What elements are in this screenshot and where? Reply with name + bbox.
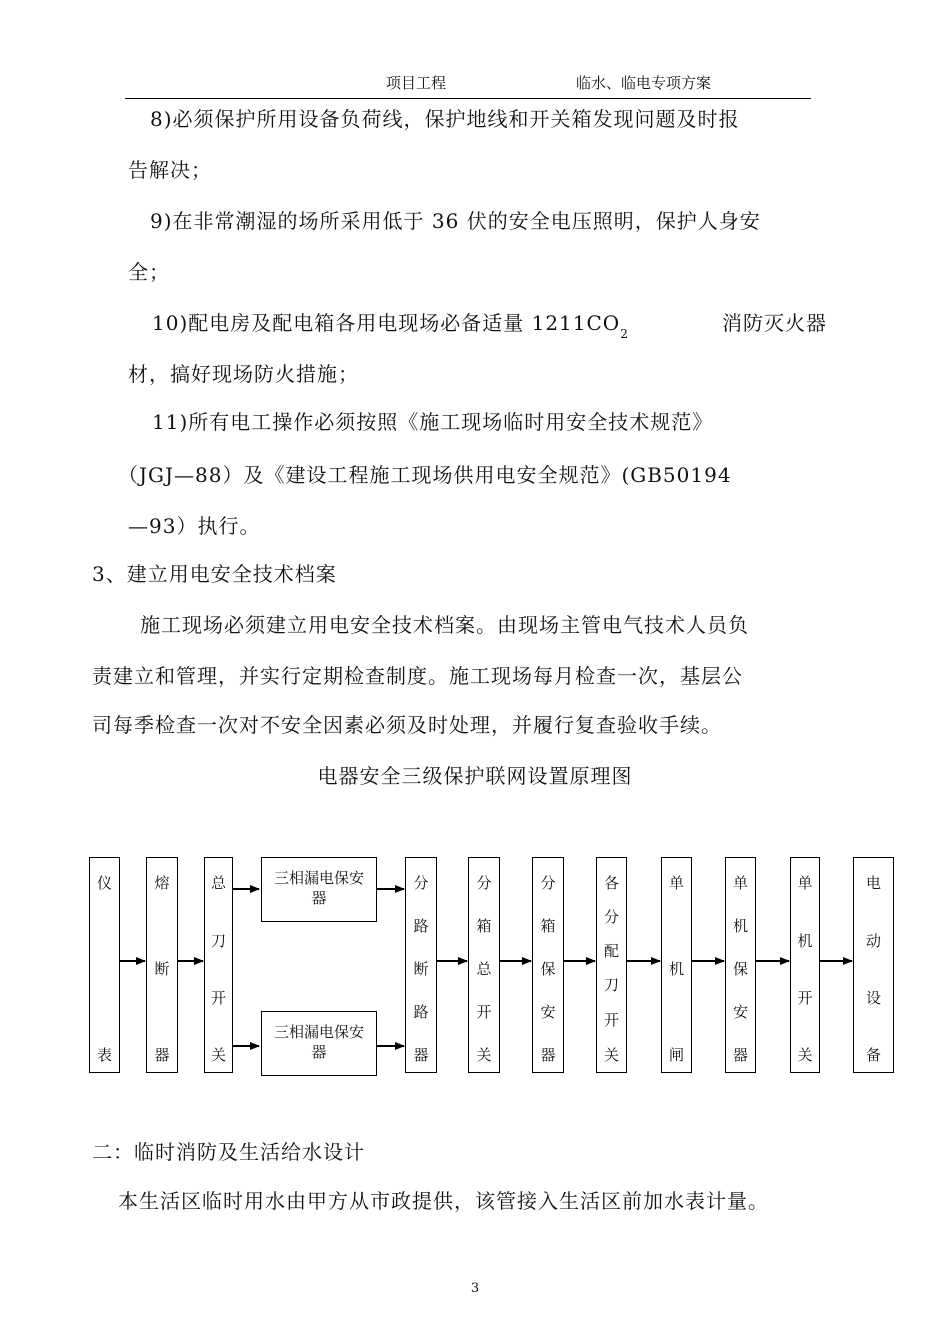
- item-10-line1-b: 消防灭火器: [722, 311, 827, 335]
- box-leakage-protector-bottom: 三相漏电保安 器: [261, 1011, 377, 1076]
- item-8-line2: 告解决；: [128, 158, 212, 182]
- section-3-heading: 3、建立用电安全技术档案: [92, 562, 337, 586]
- item-10-line2: 材，搞好现场防火措施；: [128, 362, 359, 386]
- item-8-line1: 8)必须保护所用设备负荷线，保护地线和开关箱发现问题及时报: [150, 107, 740, 131]
- item-11-line3: —93）执行。: [128, 514, 261, 538]
- section-3-para-line2: 责建立和管理，并实行定期检查制度。施工现场每月检查一次，基层公: [92, 664, 743, 688]
- box-distribution-knife-switch: 各 分 配 刀 开 关: [596, 857, 627, 1073]
- box-meter: 仪 表: [89, 857, 120, 1073]
- item-10-line1-a: 10)配电房及配电箱各用电现场必备适量 $1211CO_2$: [152, 311, 629, 341]
- box-main-knife-switch: 总 刀 开 关: [204, 857, 233, 1073]
- box-branch-breaker: 分 路 断 路 器: [405, 857, 437, 1073]
- box-leakage-protector-top: 三相漏电保安 器: [261, 857, 377, 922]
- item-9-line1: 9)在非常潮湿的场所采用低于 36 伏的安全电压照明，保护人身安: [150, 209, 761, 233]
- page-number: 3: [470, 1281, 480, 1296]
- header-plan-title: 临水、临电专项方案: [576, 74, 712, 92]
- section-3-para-line1: 施工现场必须建立用电安全技术档案。由现场主管电气技术人员负: [140, 613, 749, 637]
- item-11-line2: （JGJ—88）及《建设工程施工现场供用电安全规范》(GB50194: [118, 463, 732, 487]
- box-single-protector: 单 机 保 安 器: [725, 857, 756, 1073]
- box-sub-box-main-switch: 分 箱 总 开 关: [468, 857, 500, 1073]
- diagram-title: 电器安全三级保护联网设置原理图: [317, 764, 633, 788]
- section-3-para-line3: 司每季检查一次对不安全因素必须及时处理，并履行复查验收手续。: [92, 713, 722, 737]
- box-fuse: 熔 断 器: [146, 857, 178, 1073]
- item-11-line1: 11)所有电工操作必须按照《施工现场临时用安全技术规范》: [152, 410, 714, 434]
- item-9-line2: 全；: [128, 260, 170, 284]
- co2-subscript: 2: [620, 327, 629, 341]
- section-2-heading: 二：临时消防及生活给水设计: [92, 1140, 365, 1164]
- box-sub-box-protector: 分 箱 保 安 器: [532, 857, 564, 1073]
- box-single-switch: 单 机 开 关: [790, 857, 820, 1073]
- section-2-text: 本生活区临时用水由甲方从市政提供，该管接入生活区前加水表计量。: [118, 1189, 769, 1213]
- box-single-gate: 单 机 闸: [661, 857, 692, 1073]
- header-project: 项目工程: [386, 74, 447, 92]
- box-electric-equipment: 电 动 设 备: [853, 857, 894, 1073]
